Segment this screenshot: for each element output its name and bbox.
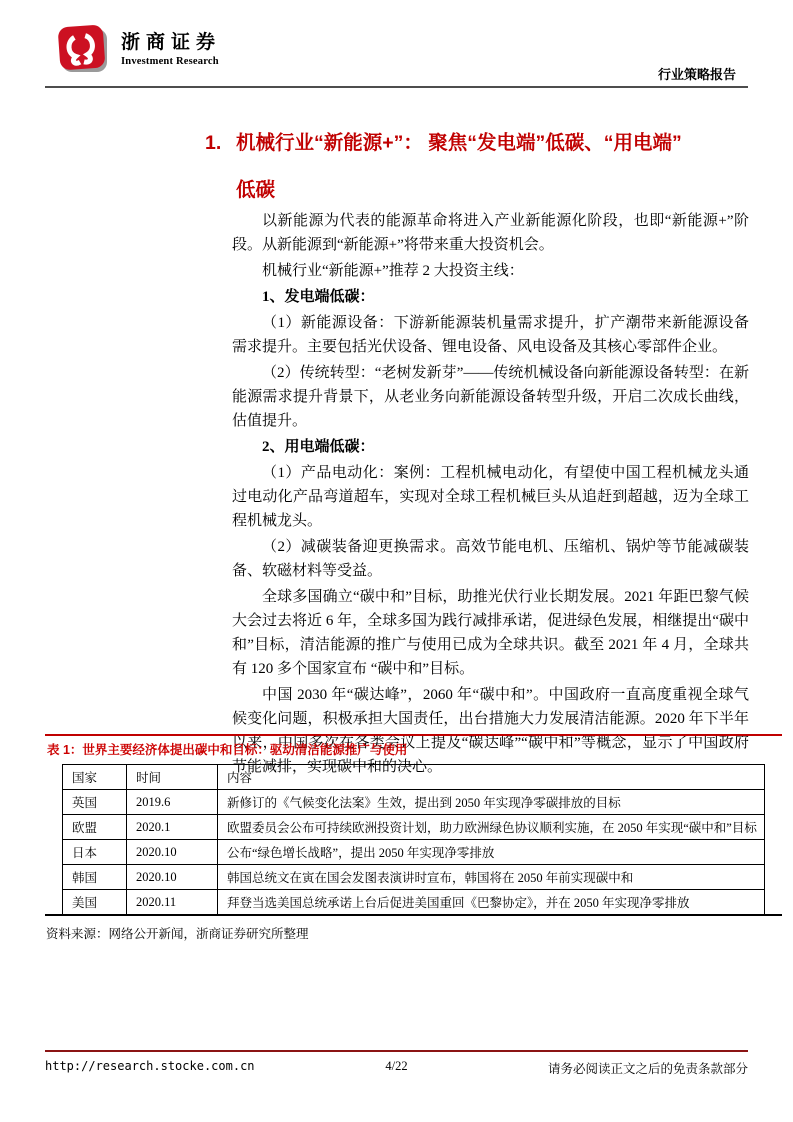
table-cell: 韩国总统文在寅在国会发图表演讲时宣布，韩国将在 2050 年前实现碳中和 (218, 865, 765, 890)
brand-text (121, 31, 221, 68)
table-cell: 日本 (63, 840, 127, 865)
table-body (63, 790, 765, 915)
table-cell: 欧盟 (63, 815, 127, 840)
paragraph: 以新能源为代表的能源革命将进入产业新能源化阶段，也即“新能源+”阶段。从新能源到“新能源+”将带来重大投资机会。 (232, 213, 749, 253)
table-cell: 2020.11 (127, 890, 218, 915)
table-column-header: 国家 (63, 765, 127, 790)
paragraph: 中国 2030 年“碳达峰”，2060 年“碳中和”。中国政府一直高度重视全球气候变化问题，积极承担大国责任，出台措施大力发展清洁能源。2020 年下半年以来，中国多次在各类会议上提及“碳达峰”“碳中和”等概念，显示了中国政府节能减排，实现碳中和的决心。 (232, 687, 749, 775)
table-cell: 美国 (63, 890, 127, 915)
brand-name-en: Investment Research (121, 55, 219, 67)
table-row (63, 890, 765, 915)
body-paragraphs (232, 209, 749, 781)
paragraph: （2）传统转型：“老树发新芽”——传统机械设备向新能源设备转型：在新能源需求提升背景下，从老业务向新能源设备转型升级，开启二次成长曲线，估值提升。 (232, 365, 749, 429)
section-title-text (236, 120, 755, 214)
brand-logo (58, 24, 221, 74)
brand-name-cn: 浙商证券 (121, 31, 222, 53)
paragraph: 机械行业“新能源+”推荐 2 大投资主线： (262, 263, 524, 279)
brand-logo-icon (58, 24, 110, 74)
report-type-label: 行业策略报告 (657, 67, 736, 82)
table-section (45, 734, 782, 942)
page-footer (45, 1050, 748, 1077)
table-row (63, 840, 765, 865)
section-title-line1: 机械行业“新能源+”： 聚焦“发电端”低碳、“用电端” (236, 132, 682, 154)
table-cell: 公布“绿色增长战略”，提出 2050 年实现净零排放 (218, 840, 765, 865)
section-subhead: 2、用电端低碳： (262, 439, 375, 455)
section-title (205, 120, 755, 214)
table-cell: 2020.10 (127, 840, 218, 865)
table-cell: 2020.1 (127, 815, 218, 840)
section-title-line2: 低碳 (236, 179, 276, 201)
table-row (63, 865, 765, 890)
table-cell: 英国 (63, 790, 127, 815)
footer-disclaimer: 请务必阅读正文之后的免责条款部分 (548, 1062, 749, 1076)
paragraph: （1）产品电动化：案例：工程机械电动化，有望使中国工程机械龙头通过电动化产品弯道超车，实现对全球工程机械巨头从追赶到超越，迈为全球工程机械龙头。 (232, 465, 749, 529)
table-cell: 2020.10 (127, 865, 218, 890)
footer-page-number: 4/22 (385, 1059, 408, 1073)
paragraph: （1）新能源设备：下游新能源装机量需求提升，扩产潮带来新能源设备需求提升。主要包括光伏设备、锂电设备、风电设备及其核心零部件企业。 (232, 315, 749, 355)
table-row (63, 790, 765, 815)
table-caption: 表 1：世界主要经济体提出碳中和目标：驱动清洁能源推广与使用 (47, 743, 408, 757)
carbon-neutral-targets-table (62, 764, 765, 915)
section-subhead: 1、发电端低碳： (262, 289, 375, 305)
table-cell: 韩国 (63, 865, 127, 890)
table-source-note: 资料来源：网络公开新闻，浙商证券研究所整理 (46, 927, 309, 941)
paragraph: 全球多国确立“碳中和”目标，助推光伏行业长期发展。2021 年距巴黎气候大会过去将近 6 年，全球多国为践行减排承诺，促进绿色发展，相继提出“碳中和”目标，清洁能源的推广与使用已成为全球共识。截至 2021 年 4 月，全球共有 120 多个国家宣布 “碳中和”目标。 (232, 589, 749, 677)
paragraph: （2）减碳装备迎更换需求。高效节能电机、压缩机、锅炉等节能减碳装备、软磁材料等受益。 (232, 539, 749, 579)
table-cell: 拜登当选美国总统承诺上台后促进美国重回《巴黎协定》，并在 2050 年实现净零排放 (218, 890, 765, 915)
page-header (45, 22, 748, 88)
table-header-row (63, 765, 765, 790)
table-cell: 2019.6 (127, 790, 218, 815)
table-cell: 欧盟委员会公布可持续欧洲投资计划，助力欧洲绿色协议顺利实施，在 2050 年实现“碳中和”目标 (218, 815, 765, 840)
table-cell: 新修订的《气候变化法案》生效，提出到 2050 年实现净零碳排放的目标 (218, 790, 765, 815)
table-column-header: 内容 (218, 765, 765, 790)
table-column-header: 时间 (127, 765, 218, 790)
footer-url-link[interactable]: http://research.stocke.com.cn (45, 1059, 255, 1073)
section-title-number: 1. (205, 132, 222, 154)
table-row (63, 815, 765, 840)
